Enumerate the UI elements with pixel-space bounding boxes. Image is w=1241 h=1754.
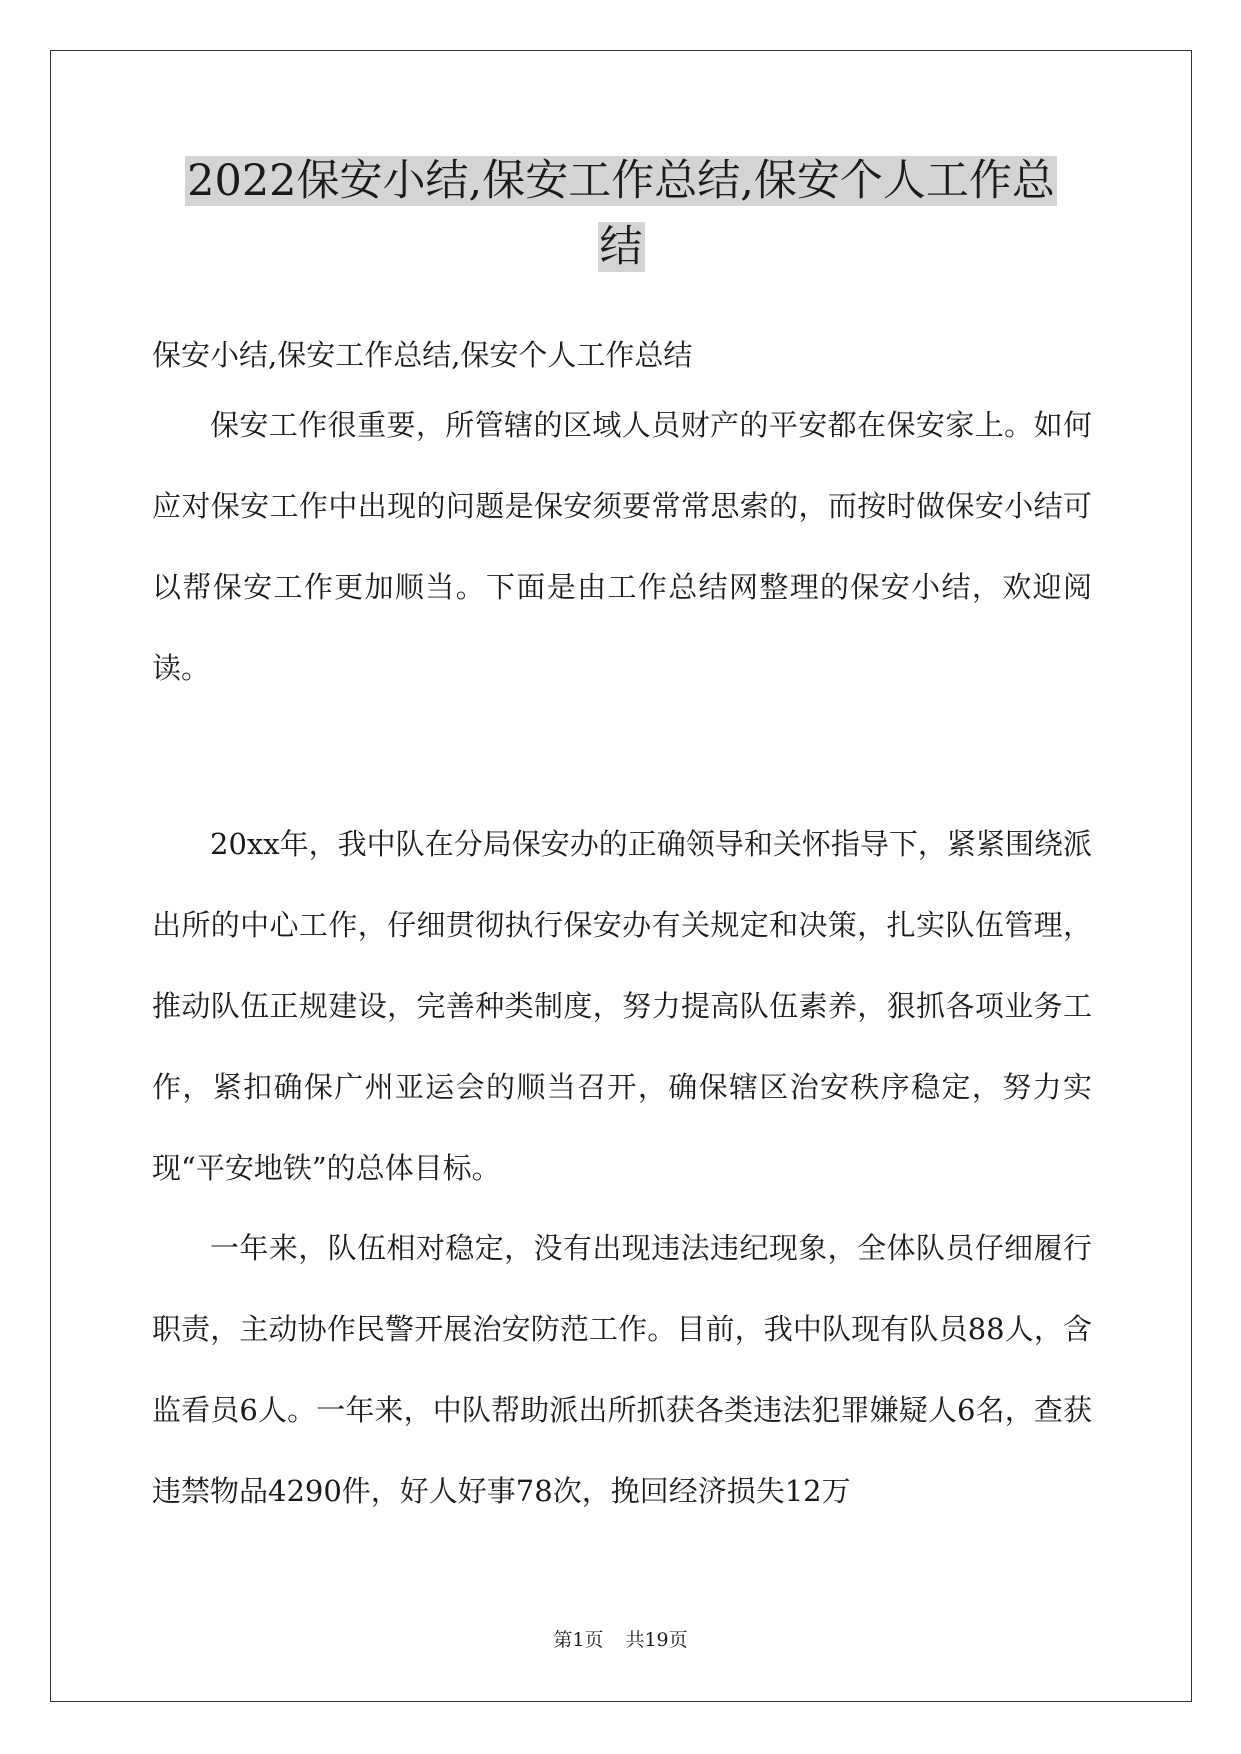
page-number: 第1页 bbox=[553, 1629, 604, 1651]
paragraph-intro: 保安工作很重要，所管辖的区域人员财产的平安都在保安家上。如何应对保安工作中出现的问题是保安须要常常思索的，而按时做保安小结可以帮保安工作更加顺当。下面是由工作总结网整理的保安小结，欢迎阅读。 bbox=[152, 408, 1092, 685]
title-line-2: 结 bbox=[599, 222, 643, 272]
paragraph-3: 一年来，队伍相对稳定，没有出现违法违纪现象，全体队员仔细履行职责，主动协作民警开展治安防范工作。目前，我中队现有队员88人，含监看员6人。一年来，中队帮助派出所抓获各类违法犯罪嫌疑人6名，查获违禁物品4290件，好人好事78次，挽回经济损失12万 bbox=[152, 1231, 1092, 1508]
page-total: 共19页 bbox=[625, 1629, 688, 1651]
title-line-1: 2022保安小结,保安工作总结,保安个人工作总 bbox=[187, 156, 1055, 206]
page-footer bbox=[0, 1628, 1241, 1652]
paragraph-2: 20xx年，我中队在分局保安办的正确领导和关怀指导下，紧紧围绕派出所的中心工作，仔细贯彻执行保安办有关规定和决策，扎实队伍管理，推动队伍正规建设，完善种类制度，努力提高队伍素养，狠抓各项业务工作，紧扣确保广州亚运会的顺当召开，确保辖区治安秩序稳定，努力实现“平安地铁”的总体目标。 bbox=[152, 827, 1092, 1185]
document-subtitle: 保安小结,保安工作总结,保安个人工作总结 bbox=[152, 338, 693, 372]
document-title bbox=[100, 148, 1142, 280]
